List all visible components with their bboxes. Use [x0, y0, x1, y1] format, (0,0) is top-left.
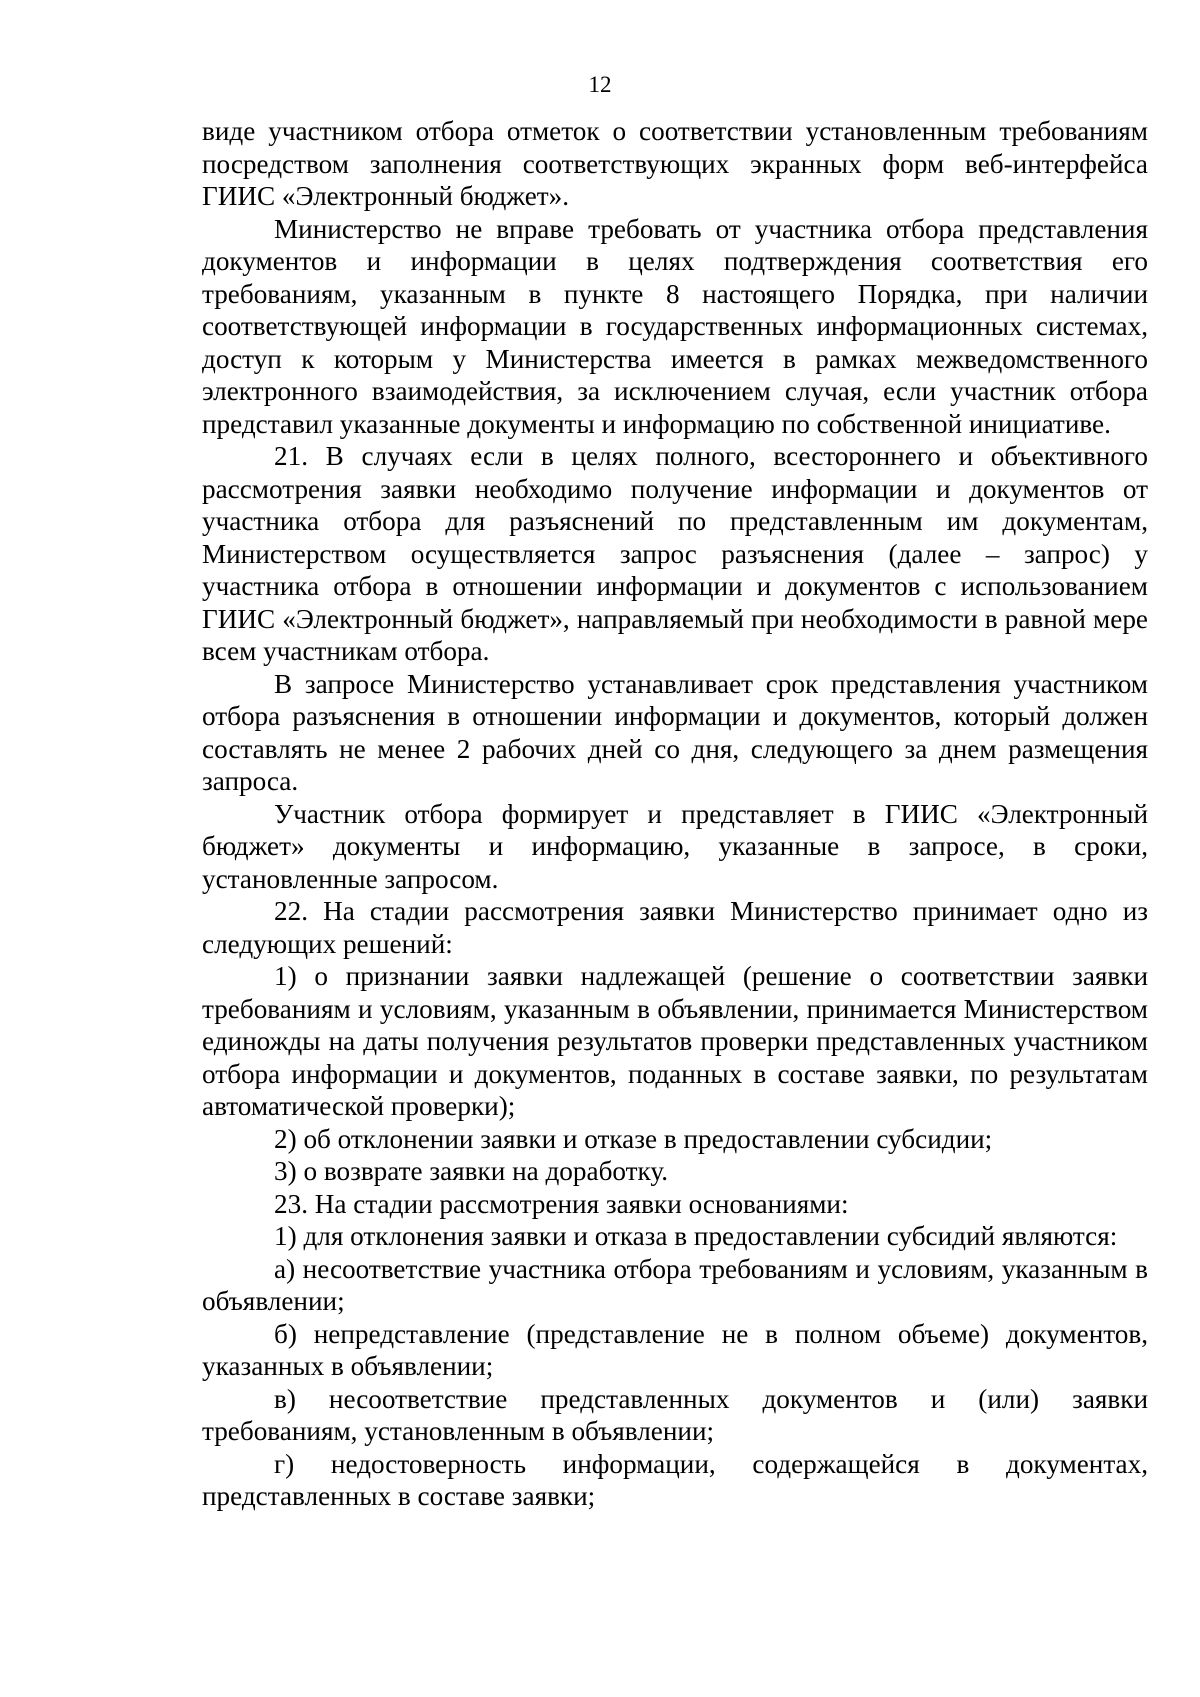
paragraph: В запросе Министерство устанавливает срок представления участником отбора разъяснения в отношении информации и документов, который должен составлять не менее 2 рабочих дней со дня, следующего за днем размещения запроса. [202, 668, 1148, 796]
list-item: 3) о возврате заявки на доработку. [274, 1156, 669, 1186]
list-item: 2) об отклонении заявки и отказе в предоставлении субсидии; [274, 1123, 993, 1154]
paragraph: Участник отбора формирует и представляет в ГИИС «Электронный бюджет» документы и информацию, указанные в запросе, в сроки, установленные запросом. [202, 798, 1148, 894]
list-item: 1) для отклонения заявки и отказа в предоставлении субсидий являются: [274, 1221, 1118, 1251]
list-item: 1) о признании заявки надлежащей (решение о соответствии заявки требованиям и условиям, указанным в объявлении, принимается Министерством единожды на даты получения результатов проверки представленных участником отбора информации и документов, поданных в составе заявки, по результатам автоматической проверки); [202, 961, 1148, 1121]
paragraph: Министерство не вправе требовать от участника отбора представления документов и информации в целях подтверждения соответствия его требованиям, указанным в пункте 8 настоящего Порядка, при наличии соответствующей информации в государственных информационных системах, доступ к которым у Министерства имеется в рамках межведомственного электронного взаимодействия, за исключением случая, если участник отбора представил указанные документы и информацию по собственной инициативе. [202, 213, 1148, 439]
sub-list-item: г) недостоверность информации, содержащейся в документах, представленных в составе заявки; [202, 1448, 1148, 1511]
paragraph: виде участником отбора отметок о соответствии установленным требованиям посредством заполнения соответствующих экранных форм веб-интерфейса ГИИС «Электронный бюджет». [202, 116, 1148, 211]
sub-list-item: б) непредставление (представление не в полном объеме) документов, указанных в объявлении; [202, 1318, 1148, 1381]
paragraph-item-21: 21. В случаях если в целях полного, всестороннего и объективного рассмотрения заявки необходимо получение информации и документов от участника отбора для разъяснений по представленным им документам, Министерством осуществляется запрос разъяснения (далее – запрос) у участника отбора в отношении информации и документов с использованием ГИИС «Электронный бюджет», направляемый при необходимости в равной мере всем участникам отбора. [202, 441, 1148, 666]
sub-list-item: в) несоответствие представленных документов и (или) заявки требованиям, установленным в объявлении; [202, 1383, 1148, 1446]
paragraph-item-23: 23. На стадии рассмотрения заявки основаниями: [274, 1188, 849, 1219]
page-number: 12 [588, 72, 612, 97]
document-body [202, 115, 1148, 1513]
paragraph-item-22: 22. На стадии рассмотрения заявки Министерство принимает одно из следующих решений: [202, 896, 1148, 959]
sub-list-item: а) несоответствие участника отбора требованиям и условиям, указанным в объявлении; [202, 1253, 1148, 1316]
